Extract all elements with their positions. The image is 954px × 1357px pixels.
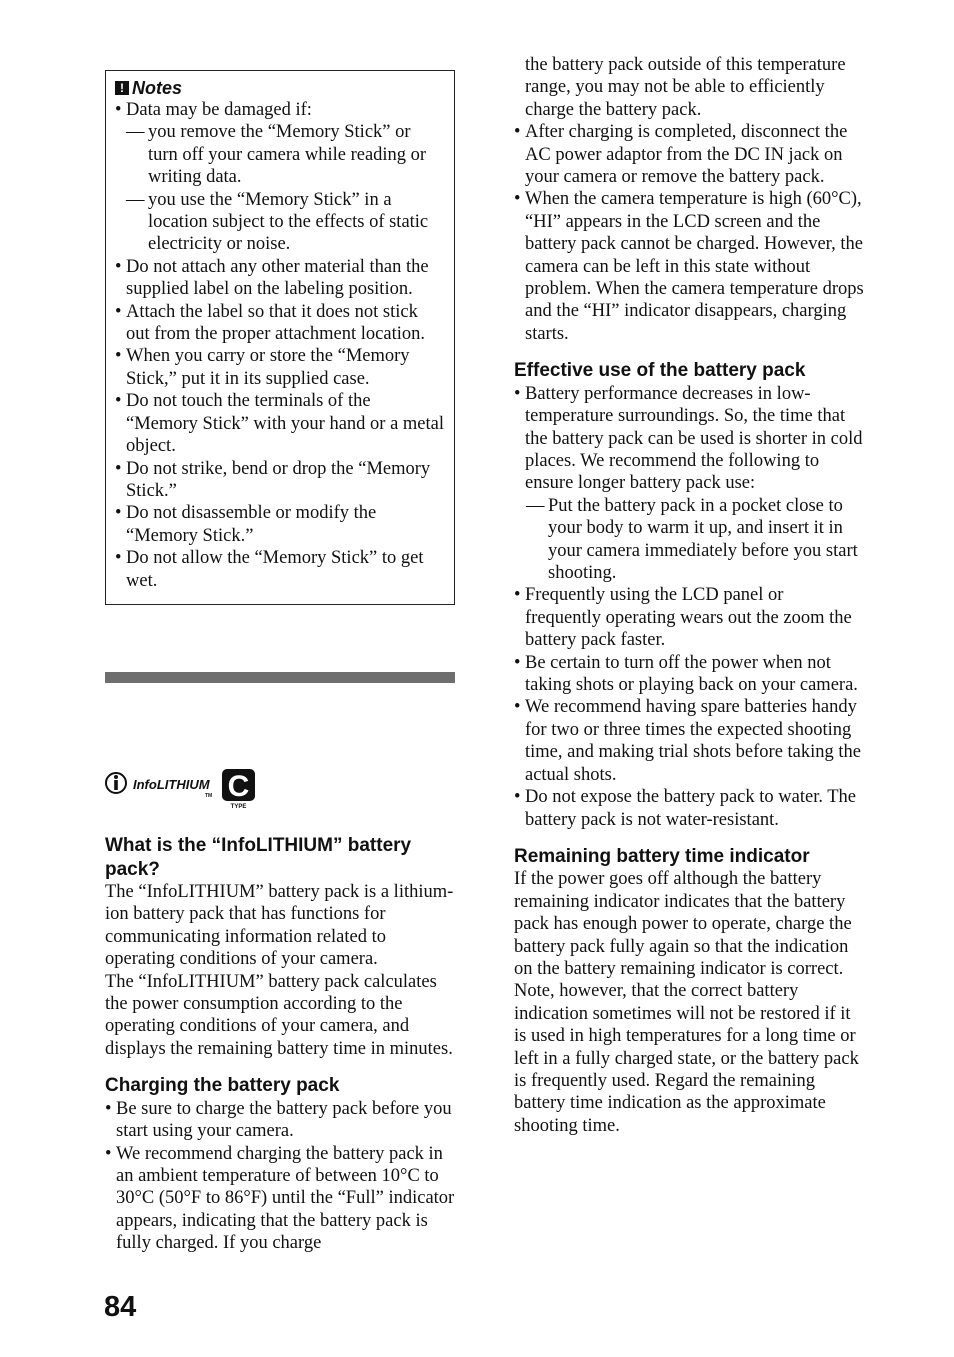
notes-subitem-location: — you use the “Memory Stick” in a location subject to the effects of static electricity or noise.	[115, 189, 444, 256]
left-lower-section	[105, 834, 455, 1255]
page-number: 84	[104, 1291, 137, 1323]
notes-item-disassemble: • Do not disassemble or modify the “Memory Stick.”	[115, 502, 444, 547]
left-column	[105, 70, 455, 605]
notes-box	[105, 70, 455, 605]
notes-list	[115, 99, 444, 592]
notes-item-attach-material: • Do not attach any other material than the supplied label on the labeling position.	[115, 256, 444, 301]
remaining-paragraph: If the power goes off although the battery remaining indicator indicates that the battery pack has enough power to operate, charge the battery pack fully again so that the indication on the battery remaining indicator is correct. Note, however, that the correct battery indication sometimes will not be restored if it is used in high temperatures for a long time or left in a fully charged state, or the battery pack is frequently used. Regard the remaining battery time indication as the approximate shooting time.	[514, 869, 859, 1136]
notes-item-carry-store: • When you carry or store the “Memory Stick,” put it in its supplied case.	[115, 345, 444, 390]
charging-list-left	[105, 1098, 455, 1255]
effective-item-water: • Do not expose the battery pack to water. The battery pack is not water-resistant.	[514, 786, 864, 831]
effective-item-lcd: • Frequently using the LCD panel or frequently operating wears out the zoom the battery pack faster.	[514, 584, 864, 651]
notes-title: Notes	[132, 78, 183, 98]
notes-icon: !	[115, 81, 129, 95]
logo-type: TYPE	[230, 804, 247, 809]
notes-item-wet: • Do not allow the “Memory Stick” to get wet.	[115, 547, 444, 592]
effective-item-power-off: • Be certain to turn off the power when not taking shots or playing back on your camera.	[514, 652, 864, 697]
effective-heading: Effective use of the battery pack	[514, 360, 806, 382]
notes-item-data-damage: • Data may be damaged if:	[115, 99, 444, 121]
notes-heading	[115, 77, 444, 99]
section-divider-bar	[105, 672, 455, 683]
logo-brand: InfoLITHIUM	[133, 777, 210, 792]
charging-item-temperature: • We recommend charging the battery pack in an ambient temperature of between 10°C to 30°C (50°F to 86°F) until the “Full” indicator appears, indicating that the battery pack is fully charged. If you charge	[105, 1143, 455, 1255]
charging-item-high-temp: • When the camera temperature is high (60°C), “HI” appears in the LCD screen and the battery pack cannot be charged. However, the camera can be left in this state without problem. When the camera temperature drops and the “HI” indicator disappears, charging starts.	[514, 188, 864, 345]
charging-heading: Charging the battery pack	[105, 1075, 340, 1097]
effective-subitem-pocket: — Put the battery pack in a pocket close to your body to warm it up, and insert it in your camera immediately before you start shooting.	[514, 495, 864, 585]
notes-item-attach-label: • Attach the label so that it does not stick out from the proper attachment location.	[115, 301, 444, 346]
what-is-paragraph-2: The “InfoLITHIUM” battery pack calculates the power consumption according to the operating conditions of your camera, and displays the remaining battery time in minutes.	[105, 971, 453, 1059]
right-column	[514, 54, 864, 1137]
what-is-paragraph-1: The “InfoLITHIUM” battery pack is a lithium-ion battery pack that has functions for communicating information related to operating conditions of your camera.	[105, 882, 454, 970]
effective-item-spare: • We recommend having spare batteries handy for two or three times the expected shooting time, and making trial shots before taking the actual shots.	[514, 696, 864, 786]
charging-item-before-use: • Be sure to charge the battery pack before you start using your camera.	[105, 1098, 455, 1143]
charging-item-temperature-continued: the battery pack outside of this temperature range, you may not be able to efficiently charge the battery pack.	[525, 55, 846, 120]
notes-item-terminals: • Do not touch the terminals of the “Memory Stick” with your hand or a metal object.	[115, 390, 444, 457]
remaining-heading: Remaining battery time indicator	[514, 845, 810, 867]
charging-list-right	[514, 54, 864, 345]
what-is-heading: What is the “InfoLITHIUM” battery pack?	[105, 835, 412, 880]
logo-tm: TM	[205, 793, 213, 799]
infolithium-logo	[104, 769, 256, 809]
effective-list	[514, 383, 864, 831]
charging-item-disconnect: • After charging is completed, disconnect the AC power adaptor from the DC IN jack on your camera or remove the battery pack.	[514, 121, 864, 188]
effective-item-low-temp: • Battery performance decreases in low-temperature surroundings. So, the time that the battery pack can be used is shorter in cold places. We recommend the following to ensure longer battery pack use:	[514, 383, 864, 495]
logo-letter: C	[227, 770, 250, 803]
notes-subitem-remove: — you remove the “Memory Stick” or turn off your camera while reading or writing data.	[115, 121, 444, 188]
notes-item-strike: • Do not strike, bend or drop the “Memory Stick.”	[115, 458, 444, 503]
